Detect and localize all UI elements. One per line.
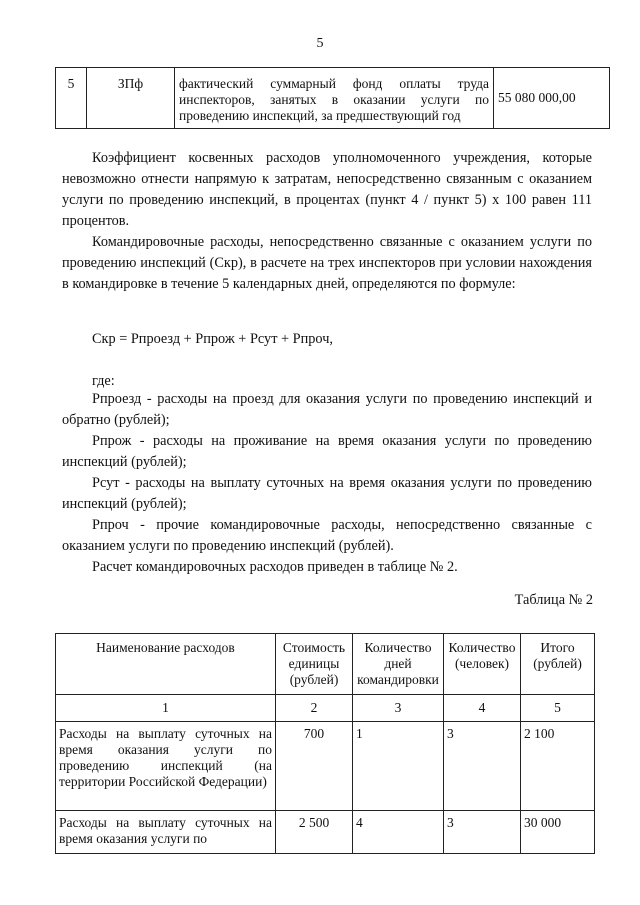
paragraph-table-ref: Расчет командировочных расходов приведен в таблице № 2. bbox=[92, 559, 458, 575]
table-header-row bbox=[56, 634, 595, 695]
column-number: 3 bbox=[353, 695, 444, 722]
column-number: 2 bbox=[276, 695, 353, 722]
table-continuation bbox=[55, 67, 610, 129]
column-number-row bbox=[56, 695, 595, 722]
table-caption: Таблица № 2 bbox=[514, 592, 593, 608]
column-number: 4 bbox=[444, 695, 521, 722]
formula: Скр = Рпроезд + Рпрож + Рсут + Рпроч, bbox=[92, 331, 333, 347]
row-total: 2 100 bbox=[521, 722, 595, 811]
row-expense-name: Расходы на выплату суточных на время оказания услуги по проведению инспекций (на территории Российской Федерации) bbox=[56, 722, 276, 811]
row-days: 1 bbox=[353, 722, 444, 811]
row-unit-cost: 700 bbox=[276, 722, 353, 811]
where-label: где: bbox=[92, 373, 115, 389]
definitions-list bbox=[62, 389, 592, 578]
definition-lodging: Рпрож - расходы на проживание на время оказания услуги по проведению инспекций (рублей); bbox=[62, 433, 592, 470]
row-people: 3 bbox=[444, 722, 521, 811]
paragraph-travel-expenses: Командировочные расходы, непосредственно связанные с оказанием услуги по проведению инспекций (Скр), в расчете на трех инспекторов при условии нахождения в командировке в течение 5 календарных дней, определяются по формуле: bbox=[62, 234, 592, 292]
column-number: 5 bbox=[521, 695, 595, 722]
row-people: 3 bbox=[444, 811, 521, 854]
row-unit-cost: 2 500 bbox=[276, 811, 353, 854]
row-days: 4 bbox=[353, 811, 444, 854]
row-value: 55 080 000,00 bbox=[494, 68, 610, 129]
row-expense-name: Расходы на выплату суточных на время оказания услуги по bbox=[56, 811, 276, 854]
row-number: 5 bbox=[56, 68, 87, 129]
header-people: Количество (человек) bbox=[444, 634, 521, 695]
table-row bbox=[56, 68, 610, 129]
table-row bbox=[56, 722, 595, 811]
definition-per-diem: Рсут - расходы на выплату суточных на время оказания услуги по проведению инспекций (рублей); bbox=[62, 475, 592, 512]
row-description: фактический суммарный фонд оплаты труда инспекторов, занятых в оказании услуги по проведению инспекций, за предшествующий год bbox=[175, 68, 494, 129]
definition-other: Рпроч - прочие командировочные расходы, непосредственно связанные с оказанием услуги по проведению инспекций (рублей). bbox=[62, 517, 592, 554]
column-number: 1 bbox=[56, 695, 276, 722]
row-total: 30 000 bbox=[521, 811, 595, 854]
travel-expenses-table bbox=[55, 633, 595, 854]
header-unit-cost: Стоимость единицы (рублей) bbox=[276, 634, 353, 695]
definition-travel: Рпроезд - расходы на проезд для оказания услуги по проведению инспекций и обратно (рублей); bbox=[62, 391, 592, 428]
page-number: 5 bbox=[316, 36, 324, 51]
row-code: ЗПф bbox=[87, 68, 175, 129]
paragraph-coefficient: Коэффициент косвенных расходов уполномоченного учреждения, которые невозможно отнести напрямую к затратам, непосредственно связанным с оказанием услуги по проведению инспекций, в процентах (пункт 4 / пункт 5) х 100 равен 111 процентов. bbox=[62, 150, 592, 229]
header-name: Наименование расходов bbox=[56, 634, 276, 695]
table-row bbox=[56, 811, 595, 854]
header-total: Итого (рублей) bbox=[521, 634, 595, 695]
header-days: Количество дней командировки bbox=[353, 634, 444, 695]
